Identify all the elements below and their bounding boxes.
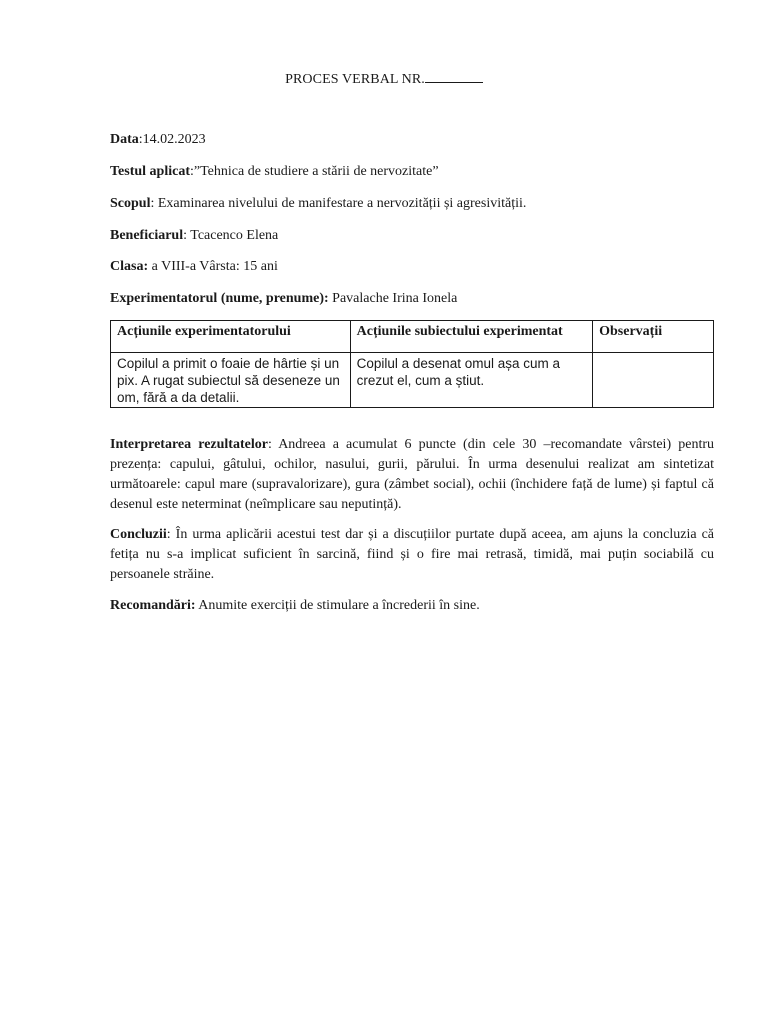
field-scopul-label: Scopul [110,196,151,211]
field-experimentatorul-label: Experimentatorul (nume, prenume): [110,291,329,306]
table-row [111,353,714,408]
recomandari-paragraph [110,596,714,616]
recomandari-text: Anumite exerciții de stimulare a încrederii în sine. [195,598,480,613]
observation-table [110,320,714,408]
concluzii-label: Concluzii [110,527,167,542]
field-testul-value: :”Tehnica de studiere a stării de nervozitate” [190,164,439,179]
field-data [110,131,720,148]
table-header-cell: Observații [593,321,714,353]
number-blank-line [425,70,483,83]
table-cell: Copilul a primit o foaie de hârtie și un pix. A rugat subiectul să deseneze un om, fără a da detalii. [111,353,351,408]
document-title [0,70,768,88]
field-clasa-value: a VIII-a Vârsta: 15 ani [148,259,278,274]
interpretarea-label: Interpretarea rezultatelor [110,437,268,452]
field-testul-aplicat [110,163,720,180]
table-header-row [111,321,714,353]
document-title-text: PROCES VERBAL NR. [285,72,425,87]
table-header-cell: Acțiunile experimentatorului [111,321,351,353]
field-data-label: Data [110,132,139,147]
table-header-cell: Acțiunile subiectului experimentat [350,321,593,353]
field-beneficiarul-label: Beneficiarul [110,228,184,243]
field-scopul [110,195,720,212]
field-experimentatorul [110,290,720,307]
field-experimentatorul-value: Pavalache Irina Ionela [328,291,458,306]
table-cell: Copilul a desenat omul așa cum a crezut el, cum a știut. [350,353,593,408]
field-clasa [110,258,720,275]
table-cell [593,353,714,408]
field-data-value: :14.02.2023 [138,132,206,147]
field-clasa-label: Clasa: [110,259,149,274]
field-beneficiarul [110,227,720,244]
interpretarea-paragraph [110,435,714,515]
concluzii-paragraph [110,525,714,585]
field-testul-label: Testul aplicat [110,164,190,179]
recomandari-label: Recomandări: [110,598,196,613]
interpretarea-text: : Andreea a acumulat 6 puncte (din cele 30 –recomandate vârstei) pentru prezența: capului, gâtului, ochilor, nasului, gurii, părului. În urma desenului realizat am sintetizat următoarele: capul mare (supravalorizare), gura (zâmbet social), ochii (închidere față de lume) și faptul că desenul este neterminat (neîmplicare sau neputință). [110,437,714,512]
field-scopul-value: : Examinarea nivelului de manifestare a nervozității și agresivității. [150,196,527,211]
field-beneficiarul-value: : Tcacenco Elena [183,228,279,243]
concluzii-text: : În urma aplicării acestui test dar și a discuțiilor purtate după aceea, am ajuns la concluzia că fetița nu s-a implicat suficient în sarcină, fiind și o fire mai retrasă, timidă, mai puțin sociabilă cu persoanele străine. [110,527,714,582]
